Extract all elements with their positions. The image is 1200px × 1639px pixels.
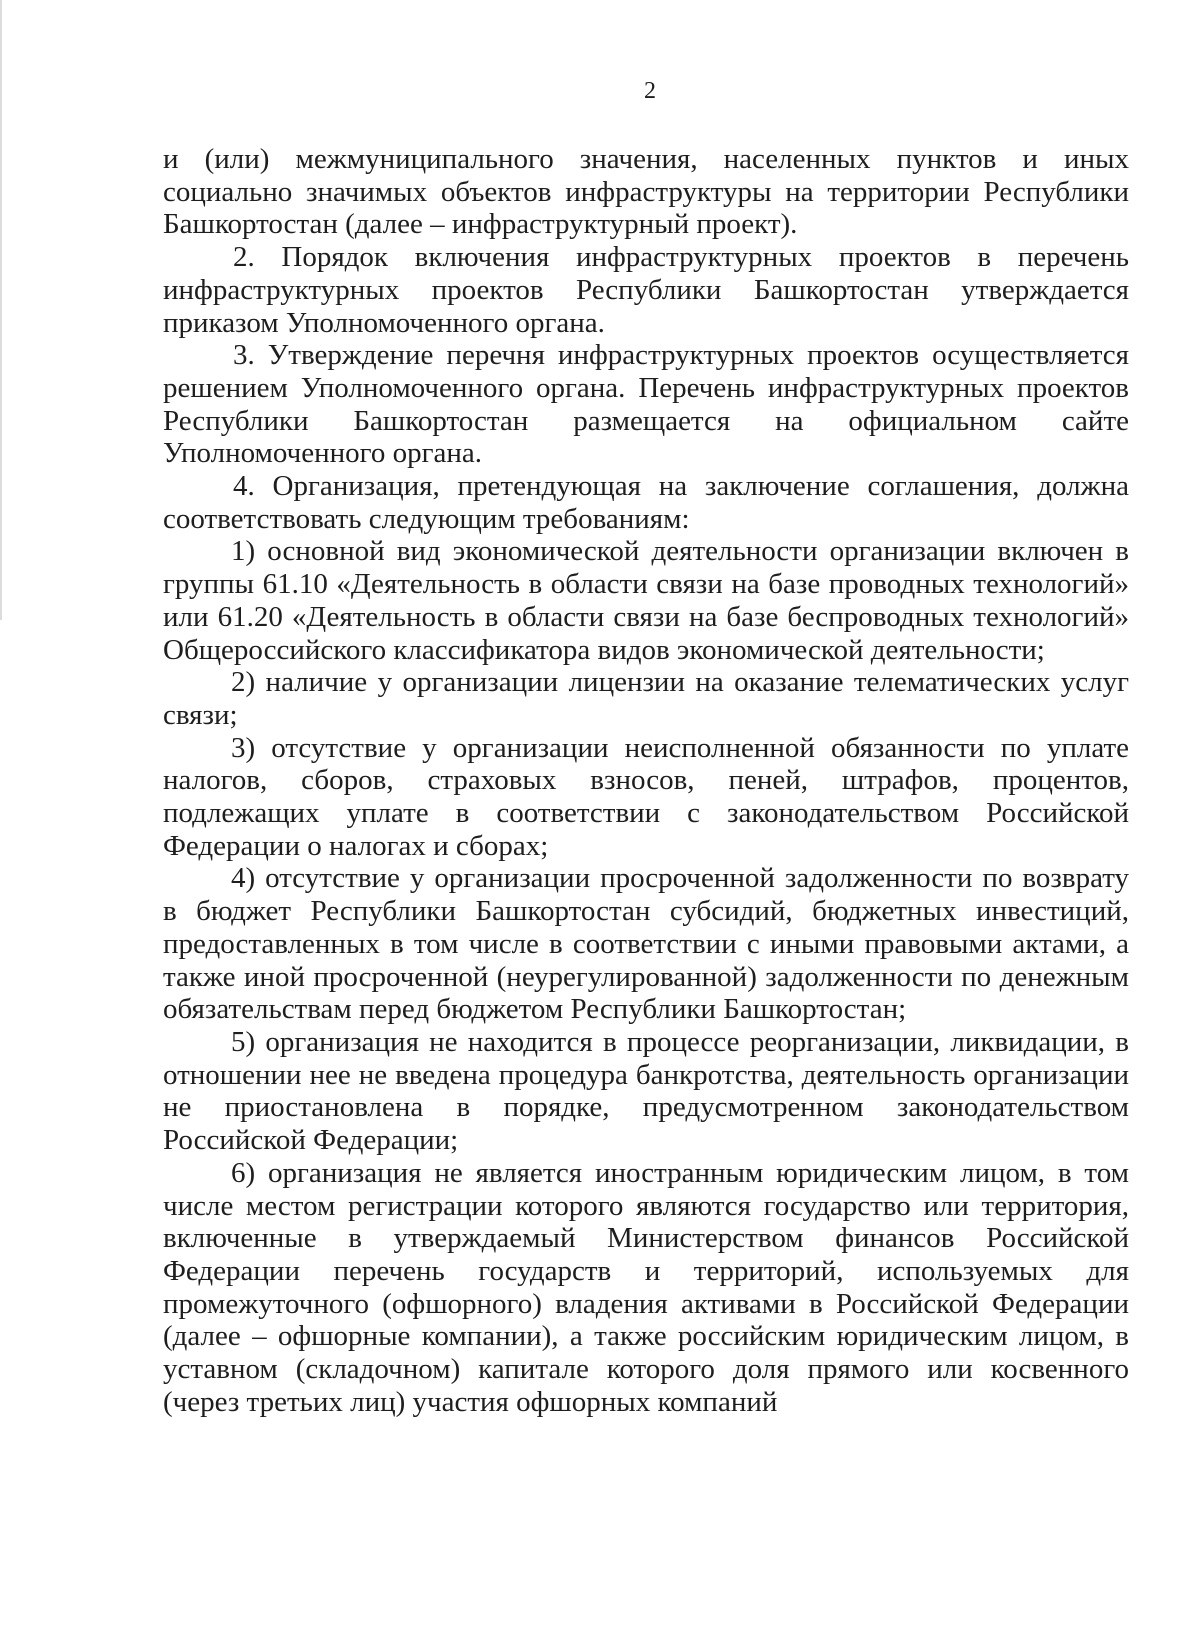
requirement-3: 3) отсутствие у организации неисполненной обязанности по уплате налогов, сборов, страховых взносов, пеней, штрафов, процентов, подлежащих уплате в соответствии с законодательством Российской Федерации о налогах и сборах;	[163, 731, 1129, 862]
paragraph-item-3: 3. Утверждение перечня инфраструктурных проектов осуществляется решением Уполномоченного органа. Перечень инфраструктурных проектов Республики Башкортостан размещается на официальном сайте Уполномоченного органа.	[163, 339, 1129, 470]
requirement-4: 4) отсутствие у организации просроченной задолженности по возврату в бюджет Республики Башкортостан субсидий, бюджетных инвестиций, предоставленных в том числе в соответствии с иными правовыми актами, а также иной просроченной (неурегулированной) задолженности по денежным обязательствам перед бюджетом Республики Башкортостан;	[163, 862, 1129, 1026]
requirement-2: 2) наличие у организации лицензии на оказание телематических услуг связи;	[163, 666, 1129, 731]
paragraph-item-2: 2. Порядок включения инфраструктурных проектов в перечень инфраструктурных проектов Республики Башкортостан утверждается приказом Уполномоченного органа.	[163, 241, 1129, 339]
requirement-6: 6) организация не является иностранным юридическим лицом, в том числе местом регистрации которого являются государство или территория, включенные в утверждаемый Министерством финансов Российской Федерации перечень государств и территорий, используемых для промежуточного (офшорного) владения активами в Российской Федерации (далее – офшорные компании), а также российским юридическим лицом, в уставном (складочном) капитале которого доля прямого или косвенного (через третьих лиц) участия офшорных компаний	[163, 1156, 1129, 1418]
requirement-1: 1) основной вид экономической деятельности организации включен в группы 61.10 «Деятельность в области связи на базе проводных технологий» или 61.20 «Деятельность в области связи на базе беспроводных технологий» Общероссийского классификатора видов экономической деятельности;	[163, 535, 1129, 666]
paragraph-item-4: 4. Организация, претендующая на заключение соглашения, должна соответствовать следующим требованиям:	[163, 470, 1129, 535]
requirement-5: 5) организация не находится в процессе реорганизации, ликвидации, в отношении нее не введена процедура банкротства, деятельность организации не приостановлена в порядке, предусмотренном законодательством Российской Федерации;	[163, 1025, 1129, 1157]
page-number: 2	[644, 78, 656, 104]
paragraph-continuation: и (или) межмуниципального значения, населенных пунктов и иных социально значимых объектов инфраструктуры на территории Республики Башкортостан (далее – инфраструктурный проект).	[163, 143, 1129, 241]
document-body	[163, 143, 1129, 1418]
